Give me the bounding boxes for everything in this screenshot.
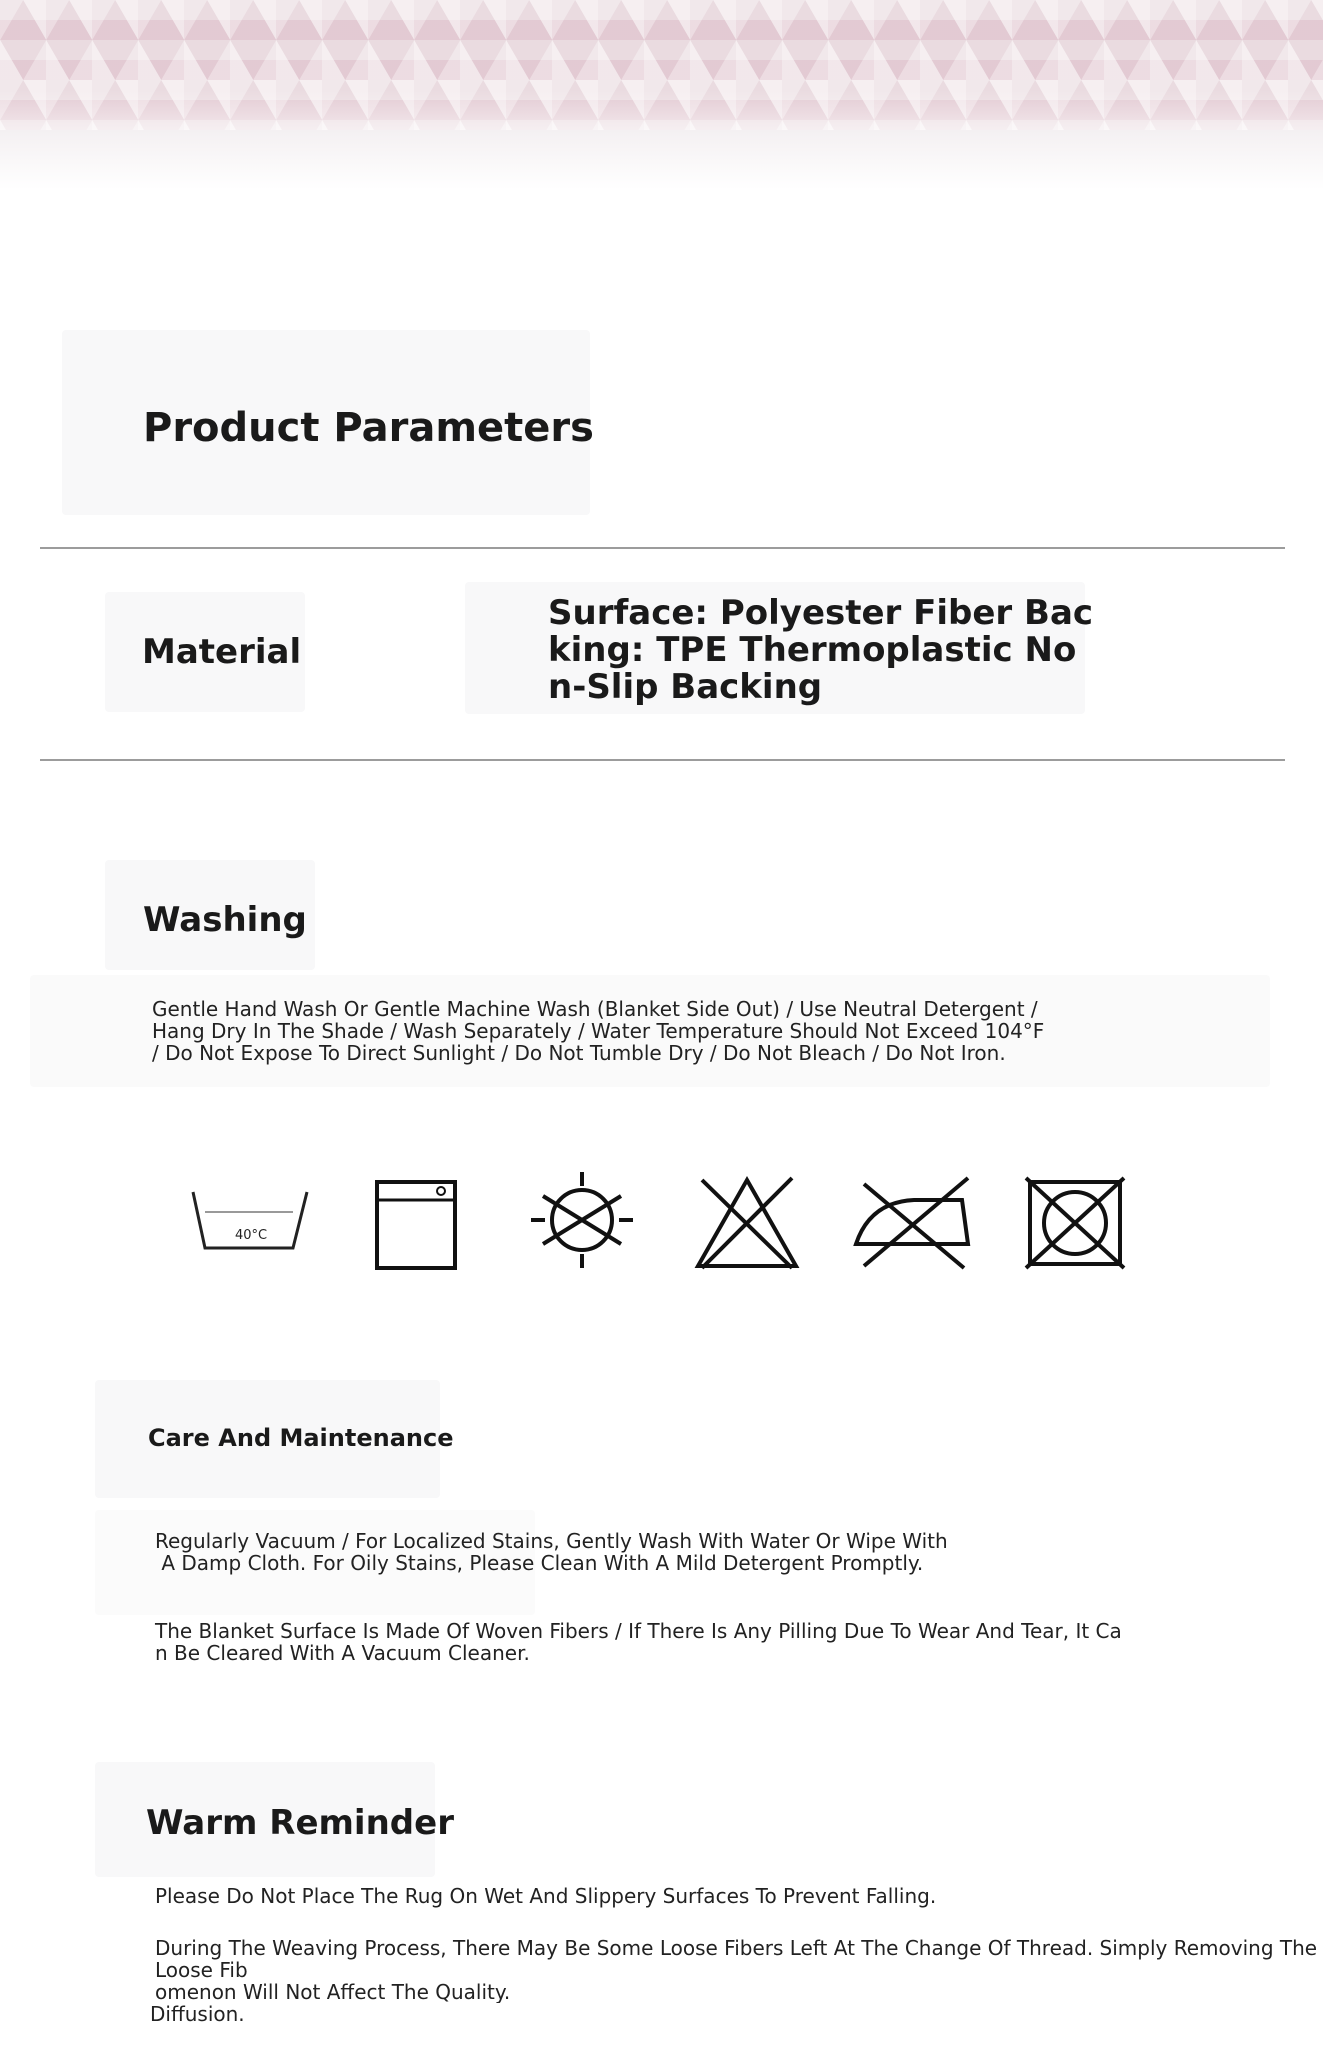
reminder-text-diffusion: Diffusion. bbox=[150, 2002, 245, 2026]
no-sunlight-icon bbox=[525, 1168, 639, 1272]
section-title-parameters: Product Parameters bbox=[143, 405, 594, 451]
section-title-washing: Washing bbox=[143, 900, 307, 940]
section-title-reminder: Warm Reminder bbox=[146, 1803, 454, 1843]
hand-wash-40c-icon bbox=[185, 1180, 320, 1260]
material-value: Surface: Polyester Fiber Bac king: TPE Thermoplastic No n-Slip Backing bbox=[548, 593, 1094, 707]
washing-instructions: Gentle Hand Wash Or Gentle Machine Wash (Blanket Side Out) / Use Neutral Detergent / Hang Dry In The Shade / Wash Separately / Water Temperature Should Not Exceed 104°F / Do Not Expose To Direct Sunlight / Do Not Tumble Dry / Do Not Bleach / Do Not Iron. bbox=[152, 997, 1045, 1065]
divider-bottom bbox=[40, 759, 1285, 761]
reminder-text-fibers: During The Weaving Process, There May Be Some Loose Fibers Left At The Change Of Thread. Simply Removing The Loose Fib omenon Will Not Affect The Quality. bbox=[155, 1937, 1318, 2003]
material-label: Material bbox=[142, 632, 302, 672]
temperature-label: 40°C bbox=[235, 1228, 268, 1243]
care-text-pilling: The Blanket Surface Is Made Of Woven Fibers / If There Is Any Pilling Due To Wear And Tear, It Ca n Be Cleared With A Vacuum Cleaner. bbox=[155, 1619, 1122, 1665]
no-iron-icon bbox=[850, 1172, 974, 1272]
hang-dry-icon bbox=[373, 1178, 459, 1272]
divider-top bbox=[40, 547, 1285, 549]
header-banner bbox=[0, 0, 1323, 130]
no-tumble-dry-icon bbox=[1022, 1174, 1128, 1272]
reminder-text-slippery: Please Do Not Place The Rug On Wet And Slippery Surfaces To Prevent Falling. bbox=[155, 1884, 937, 1908]
banner-fade bbox=[0, 130, 1323, 190]
section-title-care: Care And Maintenance bbox=[148, 1424, 454, 1452]
no-bleach-icon bbox=[692, 1172, 802, 1272]
care-text-vacuum: Regularly Vacuum / For Localized Stains, Gently Wash With Water Or Wipe With A Damp Cloth. For Oily Stains, Please Clean With A Mild Detergent Promptly. bbox=[155, 1529, 948, 1575]
